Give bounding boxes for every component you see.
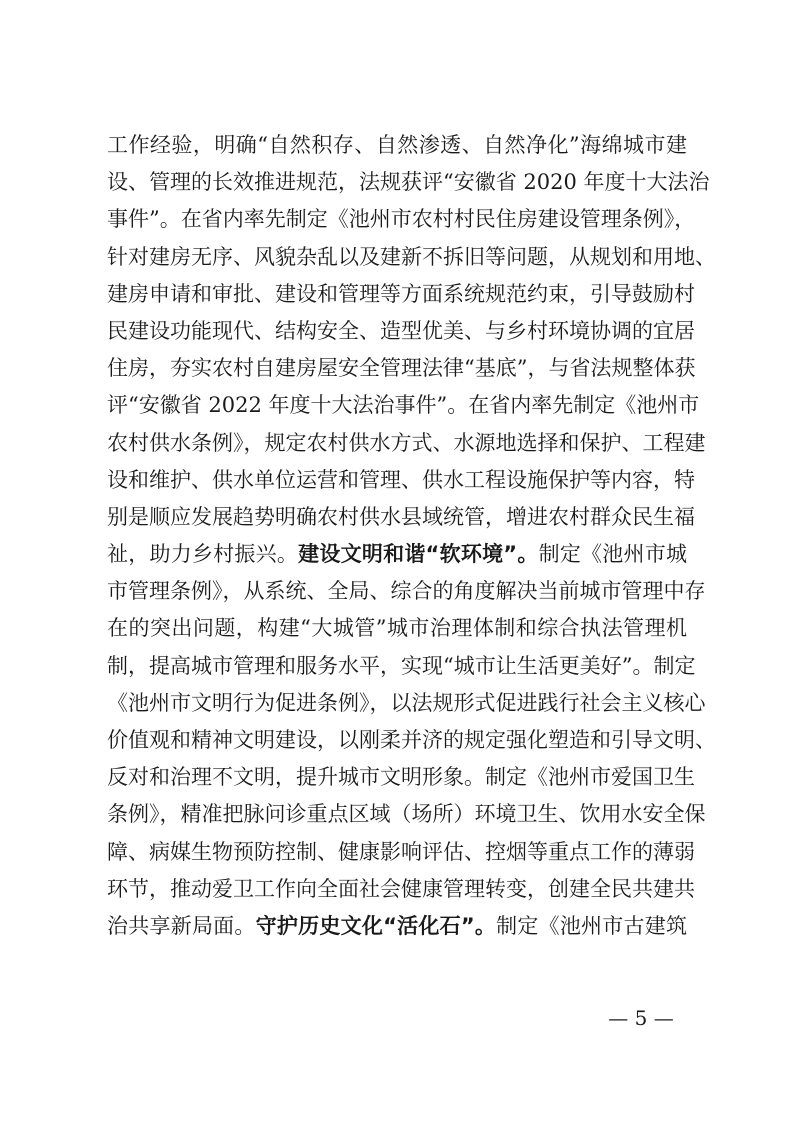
text-line bbox=[107, 536, 687, 573]
text-line bbox=[107, 759, 695, 796]
text-line bbox=[107, 796, 706, 833]
text-segment: 在的突出问题，构建“大城管”城市治理体制和综合执法管理机 bbox=[107, 616, 687, 641]
text-line bbox=[107, 462, 695, 499]
text-segment: 反对和治理不文明，提升城市文明形象。制定《池州市爱国卫生 bbox=[107, 765, 695, 790]
text-segment: 事件”。在省内率先制定《池州市农村村民住房建设管理条例》， bbox=[107, 207, 696, 232]
text-segment: 设、管理的长效推进规范，法规获评“安徽省 2020 年度十大法治 bbox=[107, 170, 710, 195]
text-line bbox=[107, 908, 687, 945]
text-line bbox=[107, 871, 695, 908]
text-segment: 制，提高城市管理和服务水平，实现“城市让生活更美好”。制定 bbox=[107, 653, 696, 678]
text-line bbox=[107, 239, 716, 276]
text-line bbox=[107, 722, 716, 759]
text-segment: 市管理条例》，从系统、全局、综合的角度解决当前城市管理中存 bbox=[107, 579, 706, 604]
text-line bbox=[107, 387, 700, 424]
text-segment: 制定《池州市古建筑 bbox=[496, 913, 688, 938]
text-segment: 工作经验，明确“自然积存、自然渗透、自然净化”海绵城市建 bbox=[107, 133, 687, 157]
text-line bbox=[107, 350, 696, 387]
page-number: — 5 — bbox=[608, 1006, 674, 1030]
text-line bbox=[107, 499, 695, 536]
body-text bbox=[107, 127, 716, 945]
text-line bbox=[107, 834, 695, 871]
text-line bbox=[107, 685, 706, 722]
text-segment: 价值观和精神文明建设，以刚柔并济的规定强化塑造和引导文明、 bbox=[107, 728, 716, 752]
text-segment: 治共享新局面。 bbox=[107, 913, 256, 938]
text-segment: 制定《池州市城 bbox=[538, 542, 688, 567]
text-line bbox=[107, 276, 695, 313]
text-segment: 针对建房无序、风貌杂乱以及建新不拆旧等问题，从规划和用地、 bbox=[107, 244, 716, 269]
bold-heading-phrase: 守护历史文化“活化石”。 bbox=[255, 913, 497, 938]
text-segment: 建房申请和审批、建设和管理等方面系统规范约束，引导鼓励村 bbox=[107, 281, 695, 306]
text-line bbox=[107, 201, 696, 238]
text-segment: 条例》，精准把脉问诊重点区域（场所）环境卫生、饮用水安全保 bbox=[107, 802, 706, 827]
text-line bbox=[107, 648, 696, 685]
text-line bbox=[107, 425, 706, 462]
text-segment: 住房，夯实农村自建房屋安全管理法律“基底”，与省法规整体获 bbox=[107, 356, 696, 381]
text-line bbox=[107, 164, 710, 201]
text-segment: 祉，助力乡村振兴。 bbox=[107, 542, 299, 567]
text-segment: 《池州市文明行为促进条例》，以法规形式促进践行社会主义核心 bbox=[107, 690, 706, 715]
text-segment: 环节，推动爱卫工作向全面社会健康管理转变，创建全民共建共 bbox=[107, 876, 695, 901]
bold-heading-phrase: 建设文明和谐“软环境”。 bbox=[298, 542, 539, 567]
text-segment: 设和维护、供水单位运营和管理、供水工程设施保护等内容，特 bbox=[107, 467, 695, 492]
text-segment: 评“安徽省 2022 年度十大法治事件”。在省内率先制定《池州市 bbox=[107, 393, 700, 418]
text-segment: 障、病媒生物预防控制、健康影响评估、控烟等重点工作的薄弱 bbox=[107, 839, 695, 864]
text-line bbox=[107, 127, 687, 164]
text-segment: 别是顺应发展趋势明确农村供水县域统管，增进农村群众民生福 bbox=[107, 504, 695, 529]
text-line bbox=[107, 313, 695, 350]
text-line bbox=[107, 610, 687, 647]
text-segment: 农村供水条例》，规定农村供水方式、水源地选择和保护、工程建 bbox=[107, 430, 706, 455]
text-line bbox=[107, 573, 706, 610]
text-segment: 民建设功能现代、结构安全、造型优美、与乡村环境协调的宜居 bbox=[107, 318, 695, 343]
